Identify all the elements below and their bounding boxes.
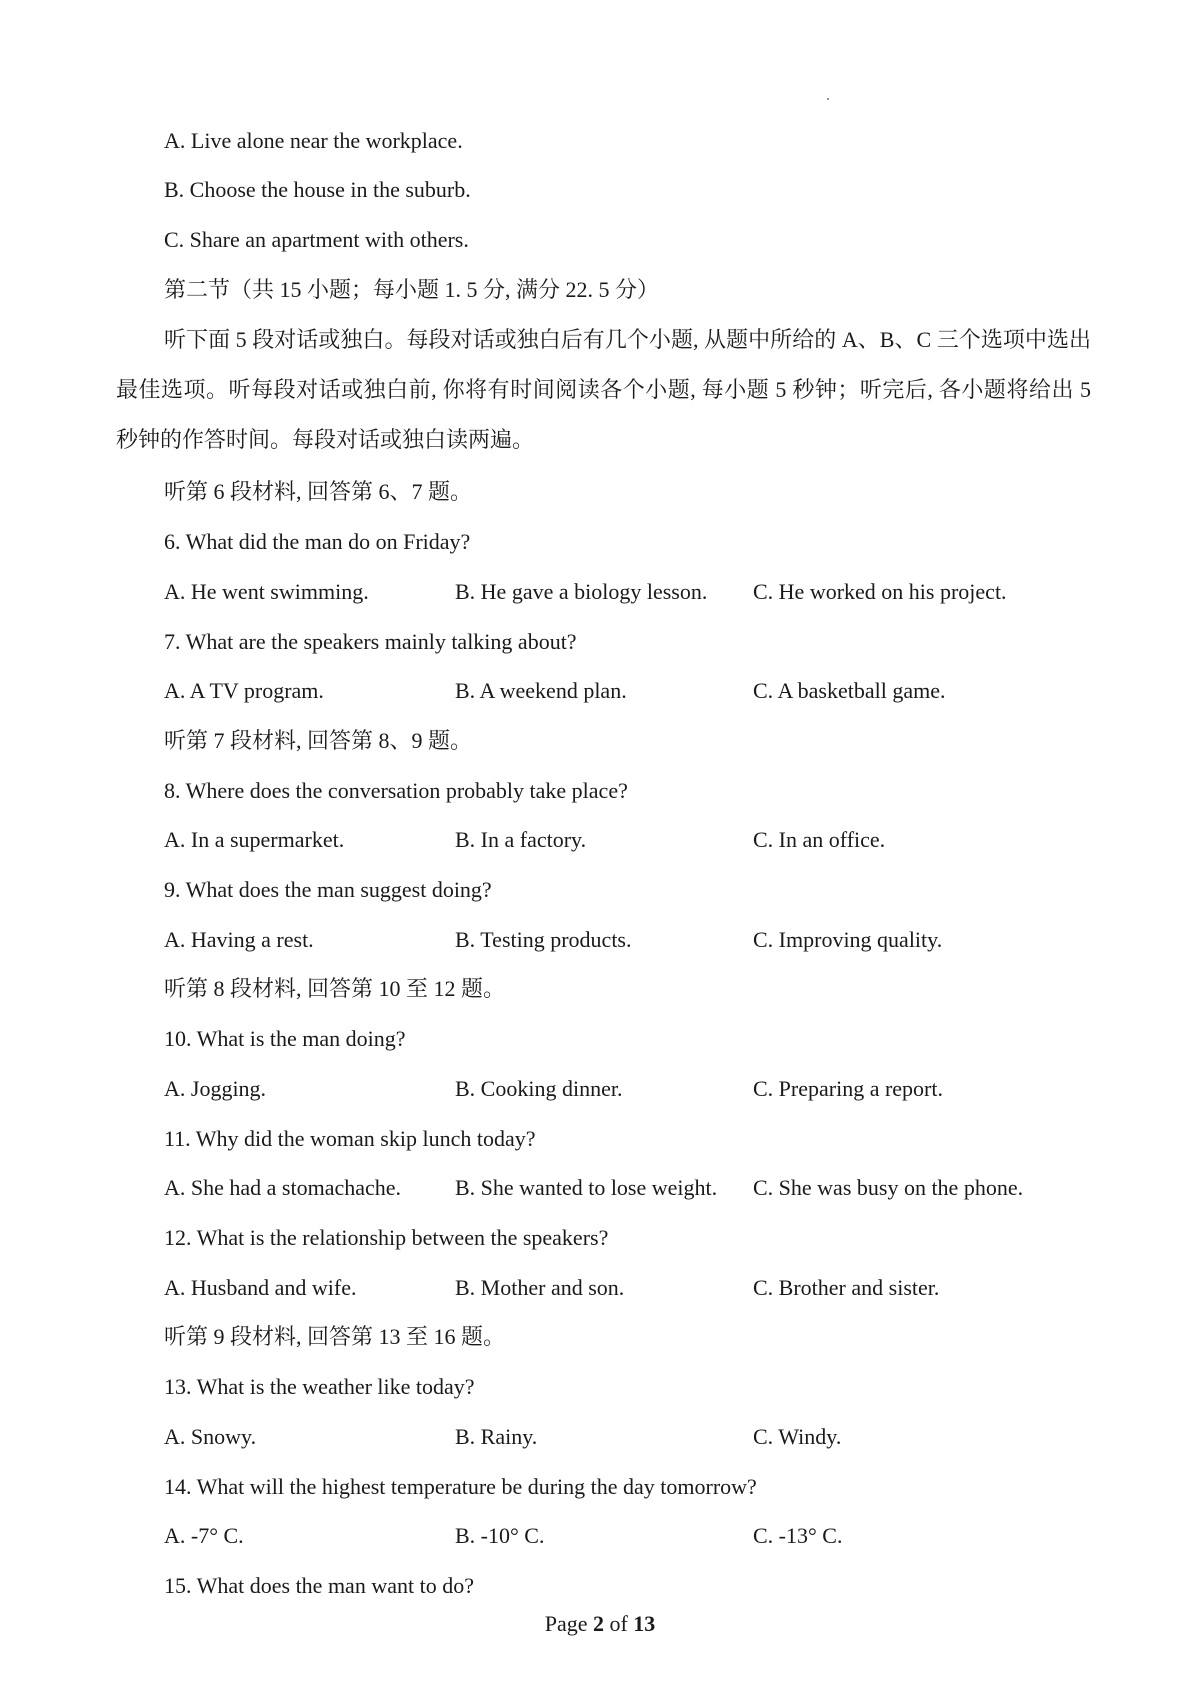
question-stem: 10. What is the man doing? — [164, 1026, 406, 1051]
option-b: B. A weekend plan. — [455, 678, 627, 703]
scan-speck — [827, 98, 829, 100]
question-stem: 9. What does the man suggest doing? — [164, 877, 492, 902]
footer-of: of — [609, 1611, 628, 1636]
option-c: C. In an office. — [753, 827, 886, 852]
option-c: C. -13° C. — [753, 1523, 843, 1548]
question-stem: 14. What will the highest temperature be during the day tomorrow? — [164, 1474, 757, 1499]
group-heading: 听第 8 段材料, 回答第 10 至 12 题。 — [164, 976, 506, 1001]
option-a: A. Snowy. — [164, 1424, 257, 1449]
question-stem: 6. What did the man do on Friday? — [164, 529, 471, 554]
option-c: C. Brother and sister. — [753, 1275, 940, 1300]
instructions-paragraph: 听下面 5 段对话或独白。每段对话或独白后有几个小题, 从题中所给的 A、B、C 三个选项中选出最佳选项。听每段对话或独白前, 你将有时间阅读各个小题, 每小题 5 秒钟；听完后, 各小题将给出 5 秒钟的作答时间。每段对话或独白读两遍。 — [116, 327, 1091, 452]
total-page-count: 13 — [633, 1611, 656, 1636]
question-stem: 8. Where does the conversation probably take place? — [164, 778, 628, 803]
option-b: B. Mother and son. — [455, 1275, 625, 1300]
option-a: A. She had a stomachache. — [164, 1175, 402, 1200]
option-c: C. Windy. — [753, 1424, 842, 1449]
current-page-number: 2 — [592, 1611, 604, 1636]
option-a: A. Having a rest. — [164, 927, 314, 952]
option-b: B. She wanted to lose weight. — [455, 1175, 718, 1200]
option-a: A. A TV program. — [164, 678, 324, 703]
question-stem: 7. What are the speakers mainly talking about? — [164, 629, 577, 654]
option-a: A. -7° C. — [164, 1523, 244, 1548]
option-a: A. Husband and wife. — [164, 1275, 357, 1300]
option-b: B. He gave a biology lesson. — [455, 579, 708, 604]
question-stem: 13. What is the weather like today? — [164, 1374, 475, 1399]
group-heading: 听第 9 段材料, 回答第 13 至 16 题。 — [164, 1324, 506, 1349]
group-heading: 听第 6 段材料, 回答第 6、7 题。 — [164, 479, 473, 504]
section-heading: 第二节（共 15 小题；每小题 1. 5 分, 满分 22. 5 分） — [164, 277, 660, 302]
page-footer — [0, 1609, 1200, 1639]
prev-option-c: C. Share an apartment with others. — [164, 227, 469, 252]
option-b: B. Rainy. — [455, 1424, 538, 1449]
option-a: A. Jogging. — [164, 1076, 267, 1101]
group-heading: 听第 7 段材料, 回答第 8、9 题。 — [164, 728, 473, 753]
option-a: A. He went swimming. — [164, 579, 369, 604]
option-b: B. -10° C. — [455, 1523, 545, 1548]
prev-option-a: A. Live alone near the workplace. — [164, 128, 463, 153]
question-stem: 12. What is the relationship between the speakers? — [164, 1225, 609, 1250]
question-stem: 15. What does the man want to do? — [164, 1573, 474, 1598]
option-a: A. In a supermarket. — [164, 827, 345, 852]
option-c: C. She was busy on the phone. — [753, 1175, 1024, 1200]
option-b: B. Testing products. — [455, 927, 632, 952]
option-c: C. Preparing a report. — [753, 1076, 943, 1101]
option-c: C. He worked on his project. — [753, 579, 1007, 604]
footer-prefix: Page — [544, 1611, 588, 1636]
prev-option-b: B. Choose the house in the suburb. — [164, 177, 471, 202]
option-b: B. In a factory. — [455, 827, 587, 852]
question-stem: 11. Why did the woman skip lunch today? — [164, 1126, 536, 1151]
option-b: B. Cooking dinner. — [455, 1076, 623, 1101]
option-c: C. Improving quality. — [753, 927, 943, 952]
option-c: C. A basketball game. — [753, 678, 946, 703]
